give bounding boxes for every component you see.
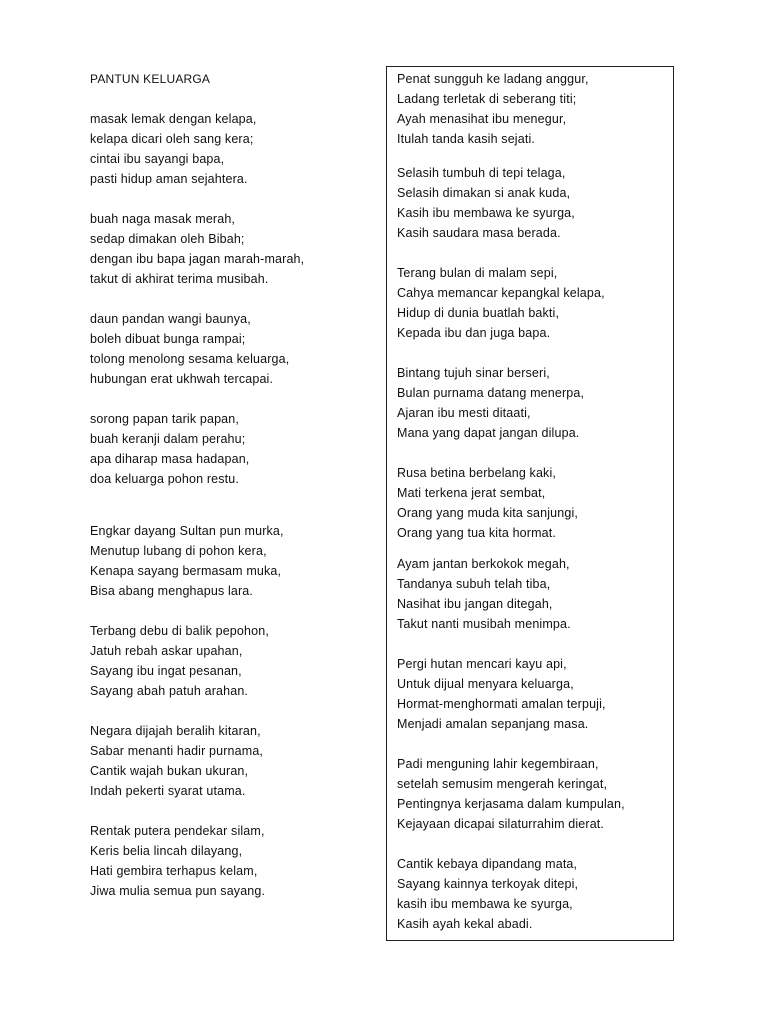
verse-line: pasti hidup aman sejahtera.: [90, 172, 248, 186]
verse-line: Kenapa sayang bermasam muka,: [90, 564, 282, 578]
verse-line: Hormat-menghormati amalan terpuji,: [397, 697, 606, 711]
verse-line: doa keluarga pohon restu.: [90, 472, 239, 486]
verse-line: Sayang ibu ingat pesanan,: [90, 664, 242, 678]
pantun-stanza: [397, 463, 578, 543]
verse-line: kasih ibu membawa ke syurga,: [397, 897, 573, 911]
verse-line: Hati gembira terhapus kelam,: [90, 864, 258, 878]
verse-line: Mana yang dapat jangan dilupa.: [397, 426, 580, 440]
verse-line: Ladang terletak di seberang titi;: [397, 92, 577, 106]
pantun-stanza: [90, 309, 289, 389]
page-title: PANTUN KELUARGA: [90, 72, 211, 86]
verse-line: Engkar dayang Sultan pun murka,: [90, 524, 284, 538]
left-column: [90, 69, 370, 898]
verse-line: Kejayaan dicapai silaturrahim dierat.: [397, 817, 605, 831]
verse-line: Terbang debu di balik pepohon,: [90, 624, 269, 638]
verse-line: masak lemak dengan kelapa,: [90, 112, 257, 126]
verse-line: Padi menguning lahir kegembiraan,: [397, 757, 599, 771]
verse-line: Selasih dimakan si anak kuda,: [397, 186, 571, 200]
verse-line: Cantik kebaya dipandang mata,: [397, 857, 578, 871]
verse-line: Rusa betina berbelang kaki,: [397, 466, 557, 480]
verse-line: Takut nanti musibah menimpa.: [397, 617, 571, 631]
verse-line: Pergi hutan mencari kayu api,: [397, 657, 567, 671]
verse-line: Itulah tanda kasih sejati.: [397, 132, 536, 146]
verse-line: Ayam jantan berkokok megah,: [397, 557, 570, 571]
verse-line: Nasihat ibu jangan ditegah,: [397, 597, 553, 611]
verse-line: Kepada ibu dan juga bapa.: [397, 326, 551, 340]
verse-line: sedap dimakan oleh Bibah;: [90, 232, 245, 246]
verse-line: Negara dijajah beralih kitaran,: [90, 724, 261, 738]
verse-line: Cantik wajah bukan ukuran,: [90, 764, 249, 778]
verse-line: Ajaran ibu mesti ditaati,: [397, 406, 531, 420]
verse-line: Selasih tumbuh di tepi telaga,: [397, 166, 566, 180]
verse-line: Keris belia lincah dilayang,: [90, 844, 243, 858]
verse-line: daun pandan wangi baunya,: [90, 312, 251, 326]
pantun-stanza: [90, 721, 263, 801]
verse-line: Ayah menasihat ibu menegur,: [397, 112, 567, 126]
verse-line: takut di akhirat terima musibah.: [90, 272, 269, 286]
verse-line: Untuk dijual menyara keluarga,: [397, 677, 574, 691]
bordered-pantun-box: [386, 66, 674, 941]
verse-line: Pentingnya kerjasama dalam kumpulan,: [397, 797, 625, 811]
verse-line: apa diharap masa hadapan,: [90, 452, 250, 466]
verse-line: Cahya memancar kepangkal kelapa,: [397, 286, 605, 300]
verse-line: hubungan erat ukhwah tercapai.: [90, 372, 274, 386]
verse-line: Bisa abang menghapus lara.: [90, 584, 254, 598]
verse-line: Sayang kainnya terkoyak ditepi,: [397, 877, 579, 891]
verse-line: tolong menolong sesama keluarga,: [90, 352, 290, 366]
verse-line: Bulan purnama datang menerpa,: [397, 386, 585, 400]
verse-line: Hidup di dunia buatlah bakti,: [397, 306, 560, 320]
verse-line: boleh dibuat bunga rampai;: [90, 332, 246, 346]
verse-line: Orang yang tua kita hormat.: [397, 526, 556, 540]
pantun-stanza: [397, 163, 575, 243]
verse-line: Kasih ayah kekal abadi.: [397, 917, 533, 931]
pantun-stanza: [397, 654, 606, 734]
verse-line: Sayang abah patuh arahan.: [90, 684, 249, 698]
verse-line: Jatuh rebah askar upahan,: [90, 644, 243, 658]
verse-line: Rentak putera pendekar silam,: [90, 824, 265, 838]
pantun-stanza: [397, 69, 589, 149]
verse-line: Tandanya subuh telah tiba,: [397, 577, 551, 591]
pantun-stanza: [397, 363, 584, 443]
verse-line: dengan ibu bapa jagan marah-marah,: [90, 252, 305, 266]
pantun-stanza: [90, 109, 257, 189]
verse-line: Kasih ibu membawa ke syurga,: [397, 206, 575, 220]
pantun-stanza: [397, 854, 578, 934]
verse-line: sorong papan tarik papan,: [90, 412, 239, 426]
verse-line: setelah semusim mengerah keringat,: [397, 777, 608, 791]
verse-line: cintai ibu sayangi bapa,: [90, 152, 225, 166]
verse-line: kelapa dicari oleh sang kera;: [90, 132, 254, 146]
pantun-stanza: [90, 521, 284, 601]
pantun-stanza: [90, 621, 269, 701]
verse-line: Menutup lubang di pohon kera,: [90, 544, 267, 558]
verse-line: Indah pekerti syarat utama.: [90, 784, 246, 798]
verse-line: Menjadi amalan sepanjang masa.: [397, 717, 589, 731]
pantun-stanza: [397, 263, 605, 343]
verse-line: Bintang tujuh sinar berseri,: [397, 366, 550, 380]
verse-line: Kasih saudara masa berada.: [397, 226, 561, 240]
verse-line: Penat sungguh ke ladang anggur,: [397, 72, 589, 86]
verse-line: Sabar menanti hadir purnama,: [90, 744, 264, 758]
pantun-stanza: [90, 821, 265, 901]
verse-line: buah keranji dalam perahu;: [90, 432, 246, 446]
verse-line: Orang yang muda kita sanjungi,: [397, 506, 578, 520]
pantun-stanza: [397, 754, 625, 834]
pantun-stanza: [397, 554, 571, 634]
pantun-stanza: [90, 409, 249, 489]
pantun-stanza: [90, 209, 304, 289]
verse-line: Terang bulan di malam sepi,: [397, 266, 558, 280]
verse-line: Mati terkena jerat sembat,: [397, 486, 546, 500]
verse-line: buah naga masak merah,: [90, 212, 236, 226]
verse-line: Jiwa mulia semua pun sayang.: [90, 884, 266, 898]
